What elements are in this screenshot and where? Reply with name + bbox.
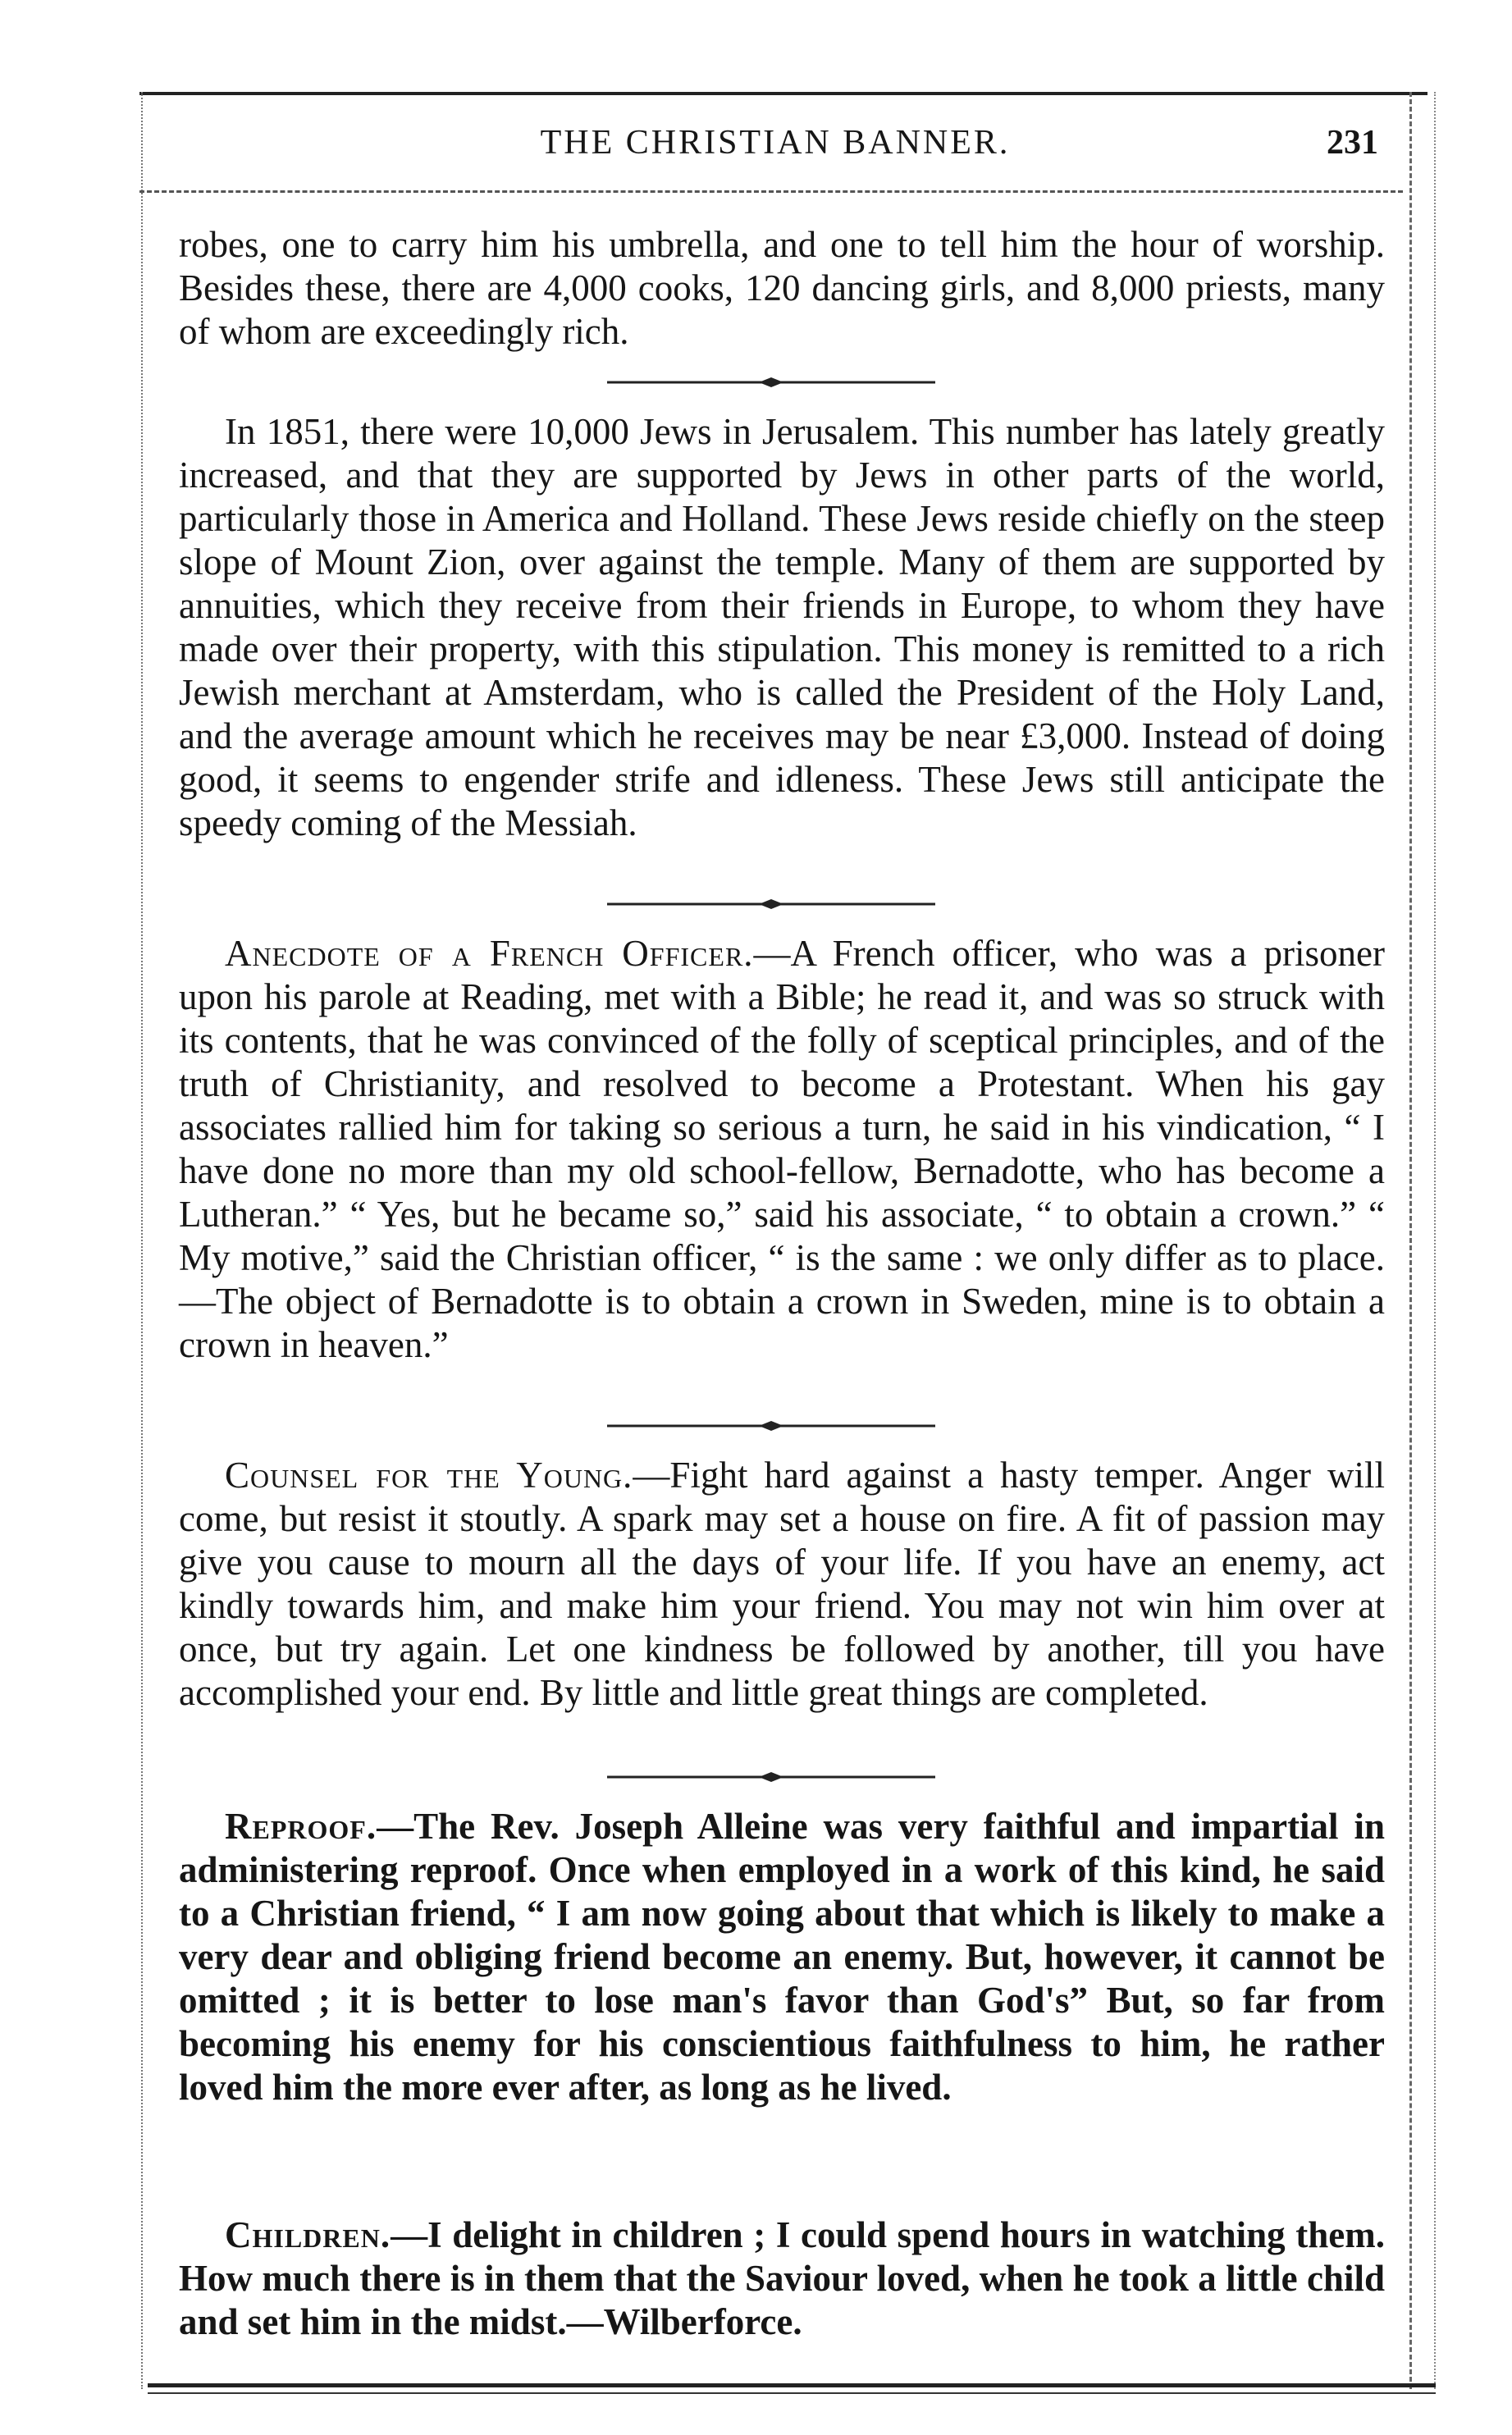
header-dashed-rule — [139, 190, 1403, 193]
paragraph-heading: Reproof. — [225, 1806, 377, 1847]
paragraph-text: —A French officer, who was a prisoner upon his parole at Reading, met with a Bible; he read it, and was so struck with its contents, that he was convinced of the folly of sceptical principles, and of the truth of Christianity, and resolved to become a Protestant. When his gay associates rallied him for taking so serious a turn, he said in his vindication, “ I have done no more than my old school-fellow, Bernadotte, who has become a Lutheran.” “ Yes, but he became so,” said his associate, “ to obtain a crown.” “ My motive,” said the Christian officer, “ is the same : we only differ as to place.—The object of Bernadotte is to obtain a crown in Sweden, mine is to obtain a crown in heaven.” — [179, 933, 1385, 1365]
paragraph-text: robes, one to carry him his umbrella, and one to tell him the hour of worship. Besides these, there are 4,000 cooks, 120 dancing girls, and 8,000 priests, many of whom are exceedingly rich. — [179, 224, 1385, 352]
section-divider-ornament — [607, 898, 935, 911]
paragraph-reproof — [179, 1805, 1385, 2109]
paragraph-continuation — [179, 223, 1385, 354]
running-title: THE CHRISTIAN BANNER. — [540, 124, 1011, 162]
paragraph-heading: Counsel for the Young. — [225, 1455, 633, 1496]
paragraph-text: In 1851, there were 10,000 Jews in Jerusalem. This number has lately greatly increased, and that they are supported by Jews in other parts of the world, particularly those in America and Holland. These Jews reside chiefly on the steep slope of Mount Zion, over against the temple. Many of them are supported by annuities, which they receive from their friends in Europe, to whom they have made over their property, with this stipulation. This money is remitted to a rich Jewish merchant at Amsterdam, who is called the President of the Holy Land, and the average amount which he receives may be near £3,000. Instead of doing good, it seems to engender strife and idleness. These Jews still anticipate the speedy coming of the Messiah. — [179, 411, 1385, 843]
page-number: 231 — [1327, 124, 1378, 162]
section-divider-ornament — [607, 1419, 935, 1432]
paragraph-heading: Children. — [225, 2214, 391, 2255]
right-margin-rule-outer — [1434, 92, 1436, 2389]
paragraph-french-officer — [179, 932, 1385, 1367]
page-header — [172, 123, 1378, 172]
paragraph-heading: Anecdote of a French Officer. — [225, 933, 754, 974]
paragraph-text: —The Rev. Joseph Alleine was very faithful and impartial in administering reproof. Once when employed in a work of this kind, he said to a Christian friend, “ I am now going about that which is likely to make a very dear and obliging friend become an enemy. But, however, it cannot be omitted ; it is better to lose man's favor than God's” But, so far from becoming his enemy for his conscientious faithfulness to him, he rather loved him the more ever after, as long as he lived. — [179, 1806, 1385, 2108]
paragraph-jews-jerusalem — [179, 410, 1385, 845]
left-margin-rule — [141, 92, 144, 2389]
bottom-rule-thin — [148, 2392, 1436, 2394]
paragraph-counsel-young — [179, 1454, 1385, 1715]
right-margin-rule — [1409, 92, 1412, 2389]
paragraph-text: —Fight hard against a hasty temper. Anger will come, but resist it stoutly. A spark may set a house on fire. A fit of passion may give you cause to mourn all the days of your life. If you have an enemy, act kindly towards him, and make him your friend. You may not win him over at once, but try again. Let one kindness be followed by another, till you have accomplished your end. By little and little great things are completed. — [179, 1455, 1385, 1713]
section-divider-ornament — [607, 1770, 935, 1784]
paragraph-children — [179, 2213, 1385, 2344]
top-rule — [139, 92, 1427, 95]
bottom-rule — [148, 2383, 1436, 2387]
section-divider-ornament — [607, 376, 935, 389]
paragraph-text: —I delight in children ; I could spend hours in watching them. How much there is in them that the Saviour loved, when he took a little child and set him in the midst.—Wilberforce. — [179, 2214, 1385, 2342]
